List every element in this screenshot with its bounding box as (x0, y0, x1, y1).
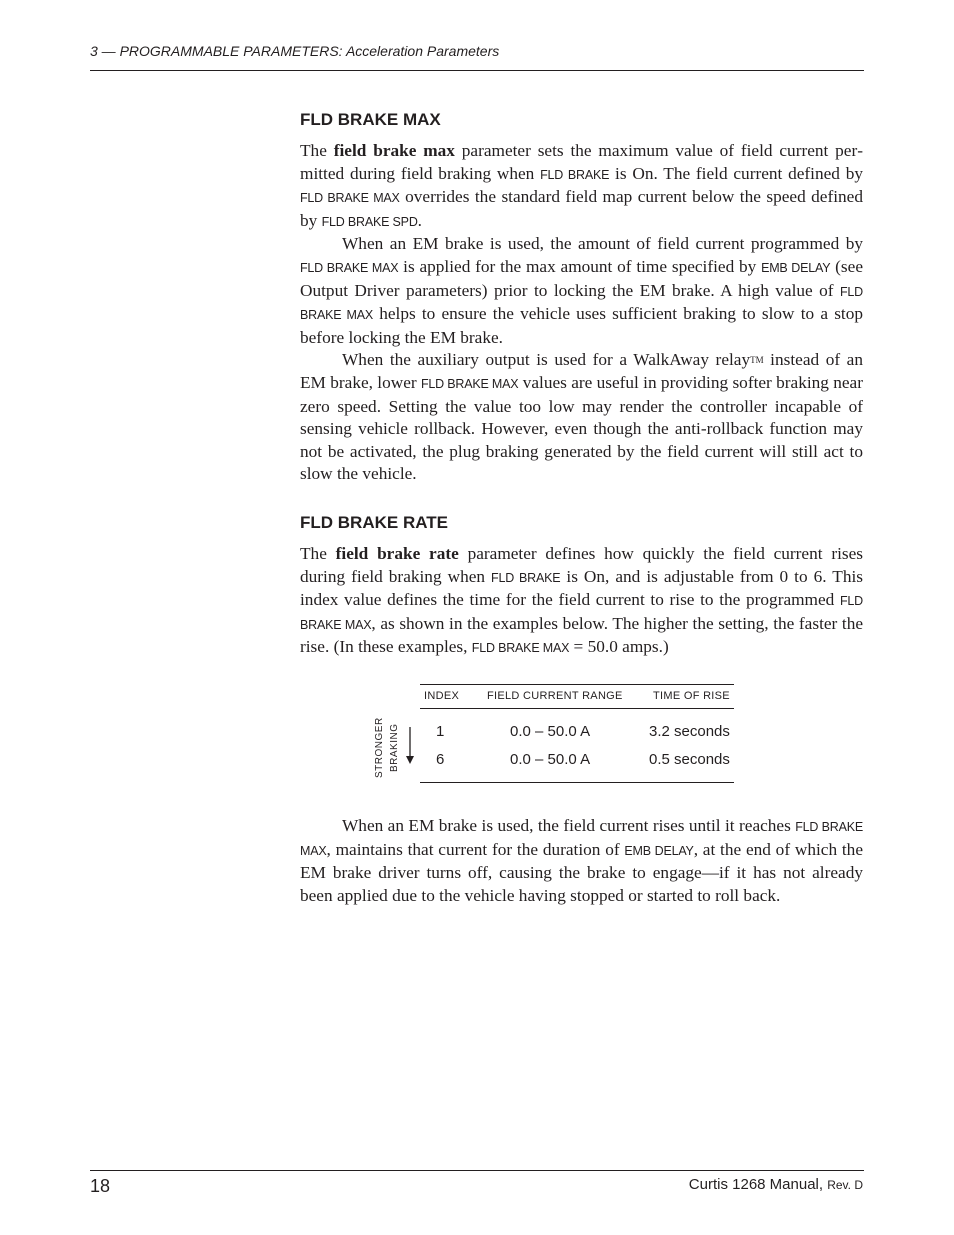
parameter-name: EMB DELAY (761, 260, 831, 275)
stronger-label: STRONGER (374, 717, 385, 778)
paragraph (300, 815, 863, 907)
braking-label: BRAKING (389, 723, 400, 772)
table-top-rule (420, 684, 734, 685)
text: , as shown in the examples below. The higher the setting, the faster the rise. (In these examples, (300, 613, 864, 657)
table-header-index: INDEX (424, 690, 460, 702)
parameter-name: FLD BRAKE MAX (300, 594, 863, 632)
text: , maintains that current for the duration of (326, 839, 625, 859)
parameter-name: FLD BRAKE MAX (471, 641, 570, 656)
trademark-symbol: TM (750, 355, 764, 366)
table-bottom-rule (420, 782, 734, 783)
text: values are useful in providing softer braking near zero speed. Setting the value too low may render the controller incapable of sensing vehicle rollback. However, even though the anti-rollback function may not be activated, the plug braking generated by the field current will still act to slow the vehicle. (300, 372, 863, 484)
manual-title: Curtis 1268 Manual, (688, 1176, 828, 1193)
page-number: 18 (90, 1176, 111, 1196)
text: When the auxiliary output is used for a WalkAway relay (342, 350, 751, 370)
parameter-name: FLD BRAKE MAX (420, 376, 519, 391)
text: instead of an EM brake, lower (300, 350, 863, 392)
parameter-name: FLD BRAKE MAX (300, 820, 863, 858)
text: The (300, 544, 336, 563)
table-cell-range: 0.0 – 50.0 A (510, 751, 591, 768)
table-cell-index: 6 (436, 751, 445, 768)
table-cell-index: 1 (436, 723, 445, 740)
text: parameter sets the maximum value of field current permitted during field braking when (300, 141, 863, 183)
section-body-fld-brake-rate-continued (300, 815, 863, 907)
bold-term: field brake max (333, 141, 455, 160)
bold-term: field brake rate (335, 544, 459, 563)
header-rule (90, 70, 864, 71)
running-header: 3 — PROGRAMMABLE PARAMETERS: Acceleration Parameters (90, 43, 500, 59)
parameter-name: FLD BRAKE SPD (321, 214, 418, 229)
parameter-name: FLD BRAKE (491, 570, 561, 585)
down-arrow-icon (403, 726, 417, 766)
text: = 50.0 amps.) (569, 637, 669, 657)
text: is On. The field current defined by (609, 163, 863, 183)
text: overrides the standard field map current below the speed defined by (300, 187, 863, 230)
footer-rule (90, 1170, 864, 1171)
text: The (300, 141, 334, 160)
text: When an EM brake is used, the amount of field current programmed by (342, 234, 863, 254)
table-cell-time: 3.2 seconds (649, 723, 730, 740)
section-body-fld-brake-rate (300, 543, 863, 660)
table-header-time-of-rise: TIME OF RISE (653, 690, 730, 702)
text: helps to ensure the vehicle uses sufficient braking to slow to a stop before locking the EM brake. (300, 304, 864, 347)
parameter-name: FLD BRAKE MAX (300, 284, 863, 323)
paragraph (300, 140, 863, 233)
paragraph (300, 543, 863, 660)
text: (see Output Driver parameters) prior to locking the EM brake. A high value of (300, 256, 863, 300)
text: . (417, 210, 422, 230)
footer-manual-title (689, 1176, 863, 1193)
table-cell-range: 0.0 – 50.0 A (510, 723, 591, 740)
parameter-name: FLD BRAKE (540, 167, 610, 182)
text: When an EM brake is used, the field current rises until it reaches (342, 816, 796, 835)
text: parameter defines how quickly the field current rises during field braking when (300, 544, 864, 586)
revision: Rev. D (827, 1178, 863, 1192)
section-heading-fld-brake-max: FLD BRAKE MAX (300, 110, 441, 129)
section-body-fld-brake-max (300, 140, 863, 486)
table-header-field-current-range: FIELD CURRENT RANGE (487, 690, 623, 702)
paragraph (300, 349, 863, 486)
section-heading-fld-brake-rate: FLD BRAKE RATE (300, 513, 448, 532)
text: is applied for the max amount of time specified by (398, 256, 762, 276)
table-cell-time: 0.5 seconds (649, 751, 730, 768)
text: , at the end of which the EM brake driver turns off, causing the brake to engage—if it has not already been applied due to the vehicle having stopped or started to roll back. (300, 839, 863, 905)
paragraph (300, 233, 863, 349)
parameter-name: EMB DELAY (624, 843, 694, 858)
text: is On, and is adjustable from 0 to 6. This index value defines the time for the field current to rise to the programmed (300, 566, 863, 610)
parameter-name: FLD BRAKE MAX (300, 191, 400, 206)
table-header-rule (420, 708, 734, 709)
parameter-name: FLD BRAKE MAX (300, 260, 399, 275)
